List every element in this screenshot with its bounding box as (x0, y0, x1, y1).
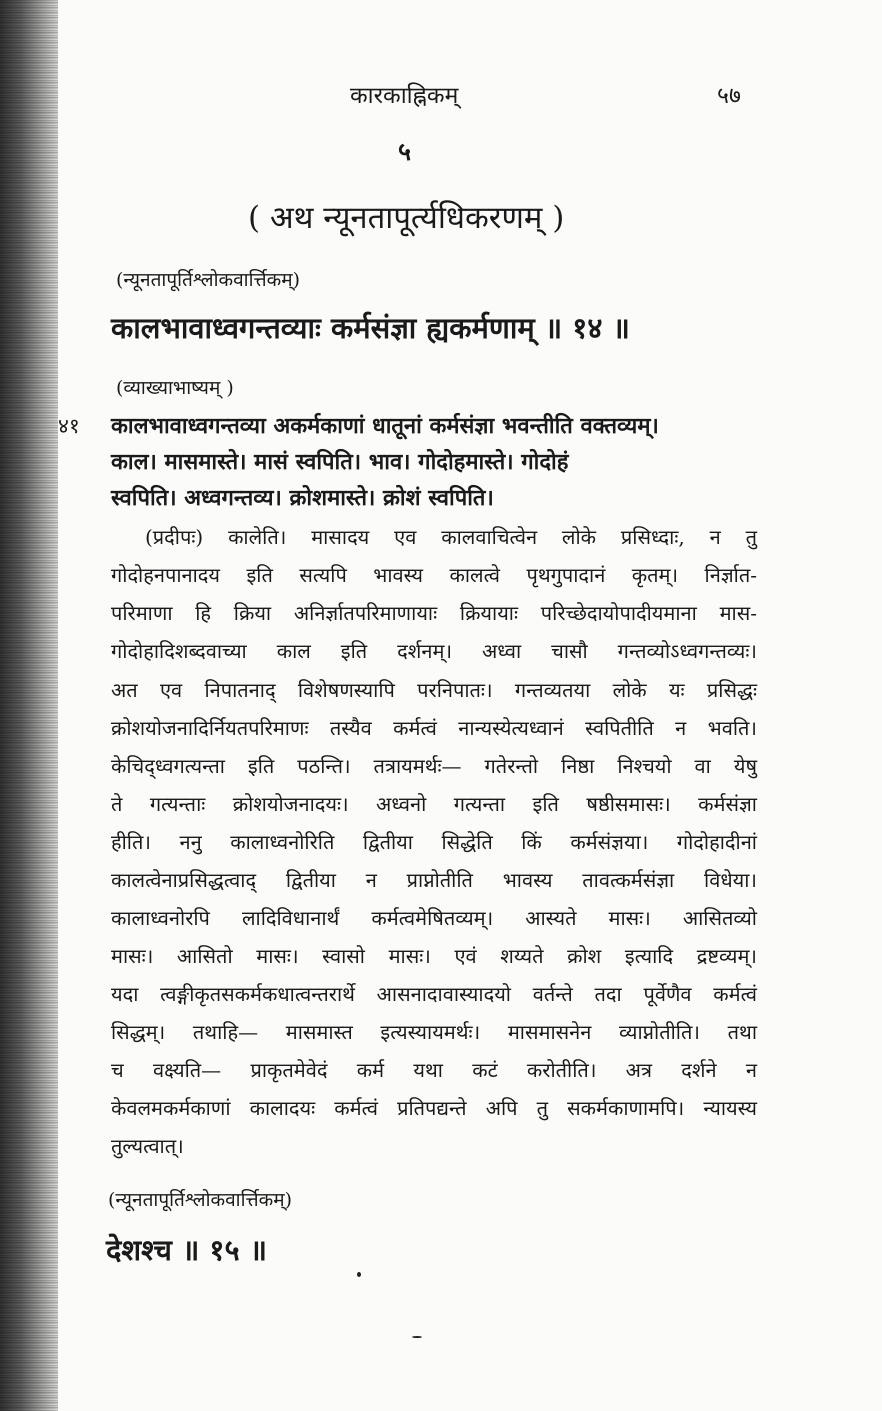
pradipa-line: परिमाणा हि क्रिया अनिर्ज्ञातपरिमाणायाः क्रियायाः परिच्छेदायोपादीयमाना मास- (111, 601, 757, 625)
page-number: ५७ (717, 83, 741, 109)
pradipa-line: ते गत्यन्ताः क्रोशयोजनादयः। अध्वनो गत्यन्ता इति षष्ठीसमासः। कर्मसंज्ञा (111, 792, 757, 816)
bhashya-line: स्वपिति। अध्वगन्तव्य। क्रोशमास्ते। क्रोशं स्वपिति। (111, 485, 494, 511)
pradipa-line: तुल्यत्वात्। (111, 1134, 184, 1158)
margin-number: ४१ (58, 414, 80, 438)
source-label: (न्यूनतापूर्तिश्लोकवार्त्तिकम्) (108, 1189, 293, 1211)
source-label: (न्यूनतापूर्तिश्लोकवार्त्तिकम्) (116, 269, 301, 291)
running-title: कारकाह्निकम् (350, 83, 459, 109)
pradipa-line: गोदोहादिशब्दवाच्या काल इति दर्शनम्। अध्वा चासौ गन्तव्योऽध्वगन्तव्यः। (111, 639, 757, 663)
pradipa-line: केवलमकर्मकाणां कालादयः कर्मत्वं प्रतिपद्यन्ते अपि तु सकर्मकाणामपि। न्यायस्य (111, 1096, 757, 1120)
pradipa-line: क्रोशयोजनादिर्नियतपरिमाणः तस्यैव कर्मत्वं नान्यस्येत्यध्वानं स्वपितीति न भवति। (111, 716, 757, 740)
pradipa-line: च वक्ष्यति— प्राकृतमेवेदं कर्म यथा कटं करोतीति। अत्र दर्शने न (111, 1058, 757, 1082)
source-label: (व्याख्याभाष्यम् ) (116, 377, 234, 399)
scan-speck (357, 1272, 361, 1277)
scan-speck (412, 1336, 422, 1338)
pradipa-line: सिद्धम्। तथाहि— मासमास्त इत्यस्यायमर्थः। मासमासनेन व्याप्नोतीति। तथा (111, 1020, 757, 1044)
pradipa-line: मासः। आसितो मासः। स्वासो मासः। एवं शय्यते क्रोश इत्यादि द्रष्टव्यम्। (111, 944, 757, 968)
pradipa-line: कालत्वेनाप्रसिद्धत्वाद् द्वितीया न प्राप्नोतीति भावस्य तावत्कर्मसंज्ञा विधेया। (111, 868, 757, 892)
pradipa-line: केचिद्ध्वगत्यन्ता इति पठन्ति। तत्रायमर्थः— गतेरन्तो निष्ठा निश्चयो वा येषु (111, 754, 757, 778)
bhashya-line: कालभावाध्वगन्तव्या अकर्मकाणां धातूनां कर्मसंज्ञा भवन्तीति वक्तव्यम्। (111, 413, 659, 439)
pradipa-line: कालाध्वनोरपि लादिविधानार्थं कर्मत्वमेषितव्यम्। आस्यते मासः। आसितव्यो (111, 906, 757, 930)
pradipa-line: हीति। ननु कालाध्वनोरिति द्वितीया सिद्धेति किं कर्मसंज्ञया। गोदोहादीनां (111, 830, 757, 854)
pradipa-line: (प्रदीपः) कालेति। मासादय एव कालवाचित्वेन लोके प्रसिध्दाः, न तु (145, 525, 757, 549)
bhashya-line: काल। मासमास्ते। मासं स्वपिति। भाव। गोदोहमास्ते। गोदोहं (111, 449, 569, 475)
pradipa-line: गोदोहनपानादय इति सत्यपि भावस्य कालत्वे पृथगुपादानं कृतम्। निर्ज्ञात- (111, 563, 757, 587)
section-number: ५ (398, 137, 412, 166)
section-title: ( अथ न्यूनतापूर्त्यधिकरणम् ) (248, 200, 565, 236)
karika-verse: देशश्च ॥ १५ ॥ (106, 1233, 268, 1267)
pradipa-line: यदा त्वङ्गीकृतसकर्मकधात्वन्तरार्थे आसनादावास्यादयो वर्तन्ते तदा पूर्वेणैव कर्मत्वं (111, 982, 757, 1006)
karika-verse: कालभावाध्वगन्तव्याः कर्मसंज्ञा ह्यकर्मणाम् ॥ १४ ॥ (111, 311, 630, 345)
book-gutter-shadow (0, 0, 58, 1411)
pradipa-line: अत एव निपातनाद् विशेषणस्यापि परनिपातः। गन्तव्यतया लोके यः प्रसिद्धः (111, 678, 757, 702)
